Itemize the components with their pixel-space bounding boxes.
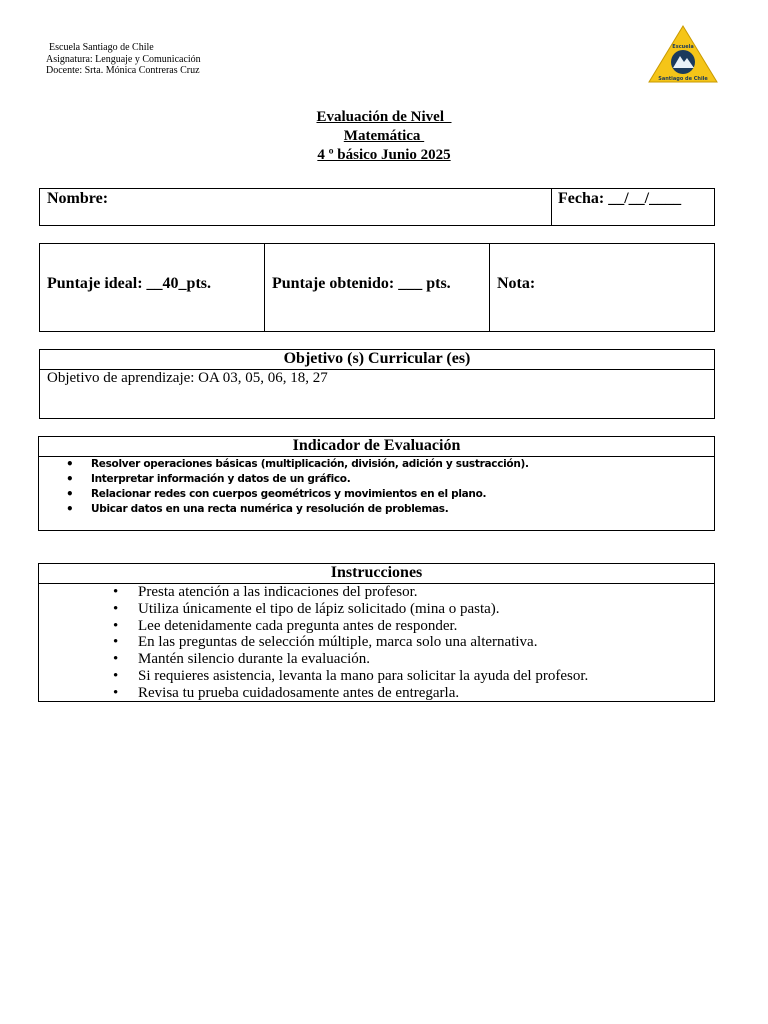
school-name: Escuela Santiago de Chile: [49, 42, 154, 53]
instructions-section: [38, 563, 715, 702]
list-item: • Utiliza únicamente el tipo de lápiz solicitado (mina o pasta).: [39, 601, 714, 618]
subject-line: Asignatura: Lenguaje y Comunicación: [46, 53, 201, 65]
exam-title: [0, 108, 768, 165]
school-info: [46, 42, 201, 77]
instructions-heading: Instrucciones: [39, 564, 714, 584]
objective-text: Objetivo de aprendizaje: OA 03, 05, 06, 18, 27: [47, 370, 328, 386]
logo-text-top: Escuela: [672, 44, 694, 50]
indicator-section: [38, 436, 715, 531]
indicator-heading: Indicador de Evaluación: [39, 437, 714, 457]
list-item: • Revisa tu prueba cuidadosamente antes de entregarla.: [39, 685, 714, 702]
obtained-score-field[interactable]: Puntaje obtenido: ___ pts.: [264, 244, 489, 331]
date-field[interactable]: Fecha: __/__/____: [558, 190, 682, 207]
list-item: • Presta atención a las indicaciones del profesor.: [39, 584, 714, 601]
list-item: • Lee detenidamente cada pregunta antes de responder.: [39, 618, 714, 635]
objective-section: [39, 349, 715, 419]
indicator-list: [39, 457, 714, 517]
list-item: • Si requieres asistencia, levanta la mano para solicitar la ayuda del profesor.: [39, 668, 714, 685]
student-info-box: [39, 188, 715, 226]
score-box: [39, 243, 715, 332]
list-item: • Mantén silencio durante la evaluación.: [39, 651, 714, 668]
teacher-line: Docente: Srta. Mónica Contreras Cruz: [46, 65, 200, 76]
list-item: • Relacionar redes con cuerpos geométricos y movimientos en el plano.: [39, 487, 714, 502]
title-line-2: Matemática: [343, 128, 425, 144]
objective-heading: Objetivo (s) Curricular (es): [40, 350, 714, 370]
list-item: • Ubicar datos en una recta numérica y resolución de problemas.: [39, 502, 714, 517]
logo-text-bottom: Santiago de Chile: [658, 76, 708, 82]
title-line-1: Evaluación de Nivel: [316, 109, 452, 125]
ideal-score: Puntaje ideal: __40_pts.: [47, 275, 211, 292]
title-line-3: 4 º básico Junio 2025: [317, 147, 451, 163]
school-logo: [647, 24, 719, 84]
list-item: • Interpretar información y datos de un gráfico.: [39, 472, 714, 487]
name-field[interactable]: Nombre:: [40, 189, 552, 225]
instructions-list: [39, 584, 714, 702]
grade-field[interactable]: Nota:: [489, 244, 714, 331]
list-item: • Resolver operaciones básicas (multiplicación, división, adición y sustracción).: [39, 457, 714, 472]
list-item: • En las preguntas de selección múltiple, marca solo una alternativa.: [39, 634, 714, 651]
